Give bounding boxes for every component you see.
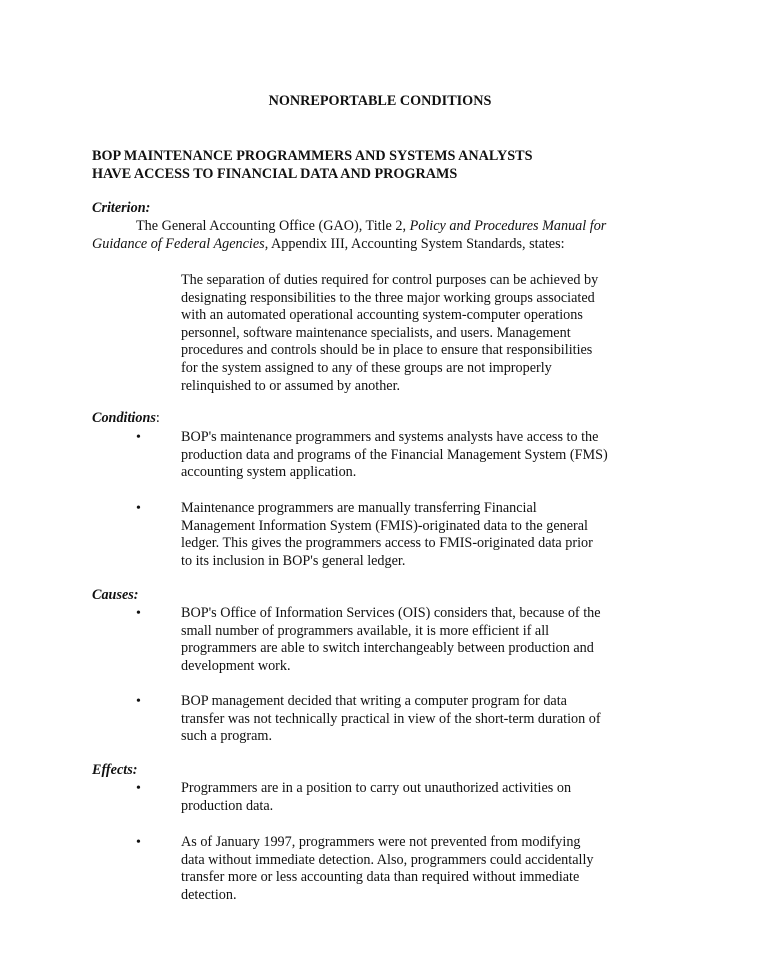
criterion-intro-text-a: The General Accounting Office (GAO), Title 2, [136,218,410,234]
causes-label: Causes: [92,587,139,603]
bullet-icon: • [136,835,141,850]
bullet-line: As of January 1997, programmers were not prevented from modifying [181,834,581,850]
bullet-line: BOP's Office of Information Services (OIS) considers that, because of the [181,605,601,621]
causes-bullet-2 [181,693,641,746]
quote-line: relinquished to or assumed by another. [181,377,401,394]
quote-line: designating responsibilities to the three major working groups associated [181,289,595,306]
bullet-line: ledger. This gives the programmers access to FMIS-originated data prior [181,535,593,552]
quote-line: with an automated operational accounting system-computer operations [181,307,583,324]
conditions-label-text: Conditions [92,410,156,426]
effects-bullet-2 [181,834,641,904]
finding-heading-line-1: BOP MAINTENANCE PROGRAMMERS AND SYSTEMS ANALYSTS [92,148,533,164]
finding-heading-line-2: HAVE ACCESS TO FINANCIAL DATA AND PROGRAMS [92,165,458,182]
quote-line: for the system assigned to any of these groups are not improperly [181,359,552,376]
bullet-line: detection. [181,886,237,903]
effects-label: Effects: [92,762,138,778]
criterion-intro-text-b: , Appendix III, Accounting System Standards, states: [264,235,565,252]
conditions-label-colon: : [155,410,160,426]
bullet-line: transfer more or less accounting data than required without immediate [181,869,580,886]
bullet-icon: • [136,430,141,445]
conditions-label [92,410,160,428]
bullet-line: production data and programs of the Financial Management System (FMS) [181,446,608,463]
bullet-line: to its inclusion in BOP's general ledger. [181,552,406,569]
criterion-intro-italic-2: Guidance of Federal Agencies [92,235,265,252]
bullet-line: such a program. [181,728,273,745]
page-title: NONREPORTABLE CONDITIONS [268,93,492,109]
bullet-line: development work. [181,657,291,674]
conditions-bullet-2 [181,500,641,570]
finding-heading [92,148,533,183]
bullet-icon: • [136,501,141,516]
criterion-intro-italic: Policy and Procedures Manual for [409,218,607,234]
bullet-line: BOP's maintenance programmers and systems analysts have access to the [181,429,599,445]
quote-line: procedures and controls should be in place to ensure that responsibilities [181,342,593,359]
effects-bullet-1 [181,780,641,815]
bullet-line: Programmers are in a position to carry out unauthorized activities on [181,780,572,796]
bullet-icon: • [136,781,141,796]
quote-line: personnel, software maintenance specialists, and users. Management [181,324,571,341]
bullet-icon: • [136,694,141,709]
bullet-icon: • [136,606,141,621]
criterion-quote [181,272,641,395]
bullet-line: programmers are able to switch interchangeably between production and [181,640,594,657]
bullet-line: Maintenance programmers are manually transferring Financial [181,500,537,516]
causes-bullet-1 [181,605,641,675]
bullet-line: small number of programmers available, it is more efficient if all [181,622,550,639]
bullet-line: accounting system application. [181,464,357,481]
criterion-intro [92,218,652,253]
bullet-line: production data. [181,797,274,814]
quote-line: The separation of duties required for control purposes can be achieved by [181,272,599,288]
bullet-line: transfer was not technically practical in view of the short-term duration of [181,710,601,727]
bullet-line: data without immediate detection. Also, programmers could accidentally [181,851,594,868]
bullet-line: BOP management decided that writing a computer program for data [181,693,567,709]
bullet-line: Management Information System (FMIS)-originated data to the general [181,517,588,534]
criterion-label: Criterion: [92,200,151,216]
conditions-bullet-1 [181,429,641,482]
